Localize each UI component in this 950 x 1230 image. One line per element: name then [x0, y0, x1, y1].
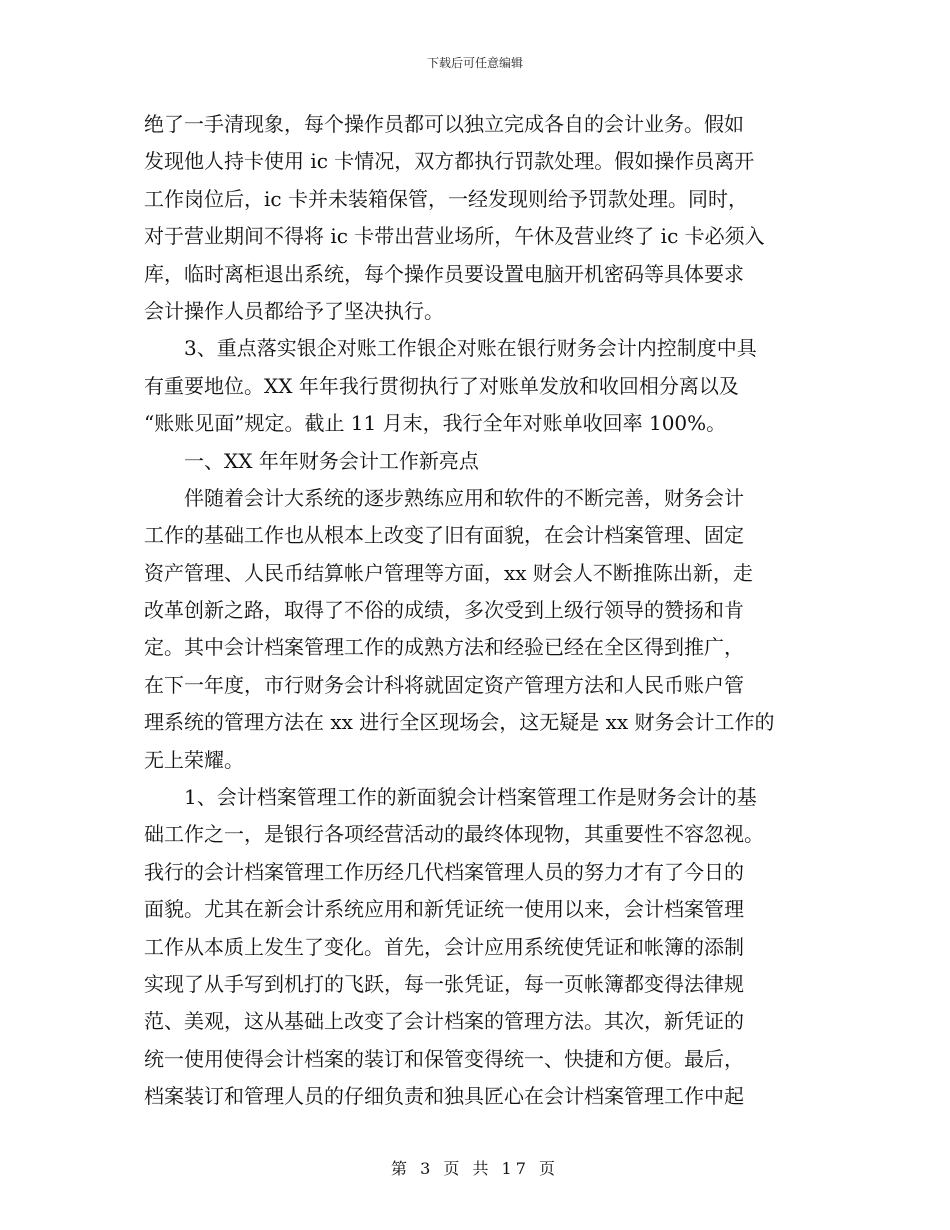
text-line: 绝了一手清现象，每个操作员都可以独立完成各自的会计业务。假如 — [144, 112, 744, 136]
text-line: 无上荣耀。 — [144, 747, 244, 772]
text-line: 档案装订和管理人员的仔细负责和独具匠心在会计档案管理工作中起 — [144, 1084, 744, 1109]
text-line: 理系统的管理方法在 xx 进行全区现场会，这无疑是 xx 财务会计工作的 — [144, 710, 775, 735]
text-line: 资产管理、人民币结算帐户管理等方面，xx 财会人不断推陈出新，走 — [144, 560, 753, 585]
text-line: 3、重点落实银企对账工作银企对账在银行财务会计内控制度中具 — [144, 336, 757, 361]
text-line: 一、XX 年年财务会计工作新亮点 — [144, 448, 479, 473]
text-line: 有重要地位。XX 年年我行贯彻执行了对账单发放和收回相分离以及 — [144, 373, 739, 398]
text-line: 工作从本质上发生了变化。首先，会计应用系统使凭证和帐簿的添制 — [144, 934, 744, 959]
text-line: 统一使用使得会计档案的装订和保管变得统一、快捷和方便。最后， — [144, 1046, 744, 1071]
text-line: 础工作之一，是银行各项经营活动的最终体现物，其重要性不容忽视。 — [144, 822, 764, 847]
text-line: 伴随着会计大系统的逐步熟练应用和软件的不断完善，财务会计 — [144, 485, 744, 510]
text-line: “账账见面”规定。截止 11 月末，我行全年对账单收回率 100%。 — [144, 411, 727, 436]
text-line: 工作岗位后，ic 卡并未装箱保管，一经发现则给予罚款处理。同时， — [144, 186, 748, 211]
page-footer: 第 3 页 共 17 页 — [391, 1159, 559, 1178]
text-line: 发现他人持卡使用 ic 卡情况，双方都执行罚款处理。假如操作员离开 — [144, 149, 755, 174]
text-line: 在下一年度，市行财务会计科将就固定资产管理方法和人民币账户管 — [144, 672, 744, 697]
text-line: 面貌。尤其在新会计系统应用和新凭证统一使用以来，会计档案管理 — [144, 897, 744, 922]
text-line: 工作的基础工作也从根本上改变了旧有面貌，在会计档案管理、固定 — [144, 523, 744, 548]
body-text — [144, 106, 810, 1116]
text-line: 实现了从手写到机打的飞跃，每一张凭证，每一页帐簿都变得法律规 — [144, 971, 744, 996]
text-line: 我行的会计档案管理工作历经几代档案管理人员的努力才有了今日的 — [144, 859, 744, 884]
text-line: 会计操作人员都给予了坚决执行。 — [144, 298, 444, 323]
text-line: 1、会计档案管理工作的新面貌会计档案管理工作是财务会计的基 — [144, 785, 757, 810]
text-line: 改革创新之路，取得了不俗的成绩，多次受到上级行领导的赞扬和肯 — [144, 598, 744, 623]
text-line: 库，临时离柜退出系统，每个操作员要设置电脑开机密码等具体要求 — [144, 261, 744, 286]
text-line: 范、美观，这从基础上改变了会计档案的管理方法。其次，新凭证的 — [144, 1009, 744, 1034]
page-header: 下载后可任意编辑 — [426, 56, 523, 70]
text-line: 对于营业期间不得将 ic 卡带出营业场所，午休及营业终了 ic 卡必须入 — [144, 224, 765, 249]
text-line: 定。其中会计档案管理工作的成熟方法和经验已经在全区得到推广， — [144, 635, 744, 660]
